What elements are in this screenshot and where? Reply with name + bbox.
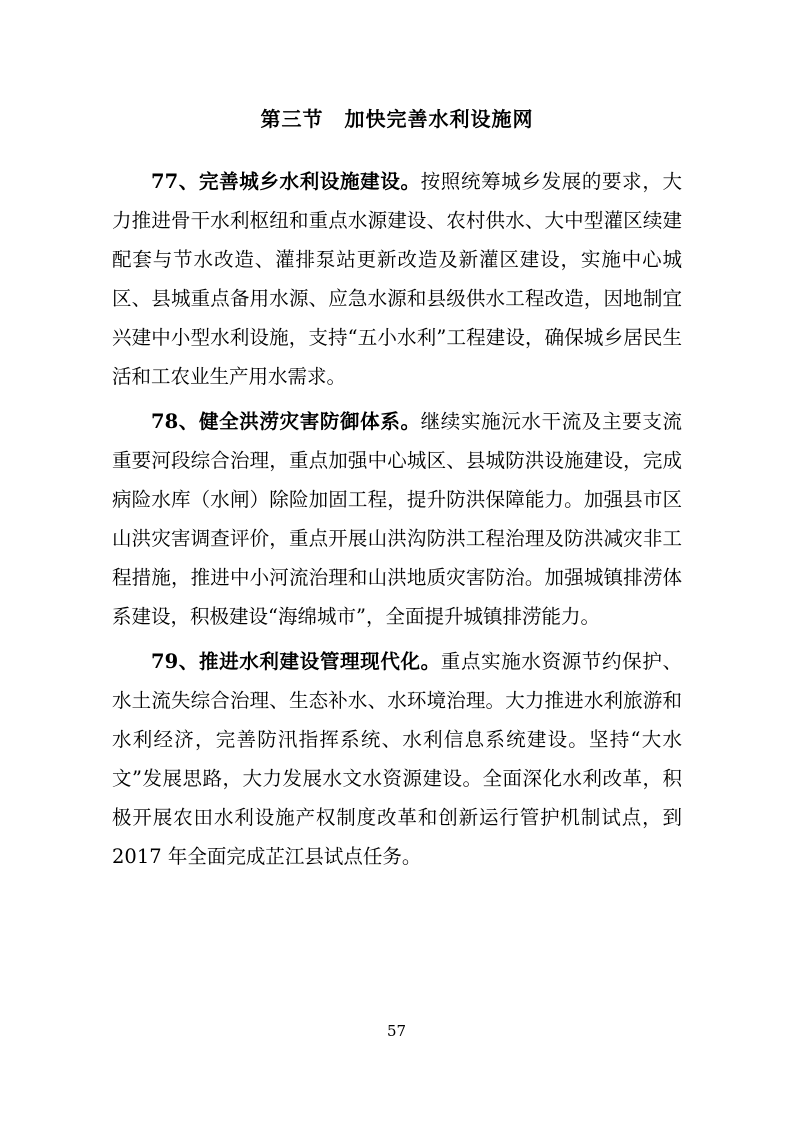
paragraph-79 — [112, 642, 682, 876]
paragraph-79-body: 重点实施水资源节约保护、水土流失综合治理、生态补水、水环境治理。大力推进水利旅游和水利经济，完善防汛指挥系统、水利信息系统建设。坚持“大水文”发展思路，大力发展水文水资源建设。全面深化水利改革，积极开展农田水利设施产权制度改革和创新运行管护机制试点，到 2017 年全面完成芷江县试点任务。 — [112, 650, 682, 868]
paragraph-78-body: 继续实施沅水干流及主要支流重要河段综合治理，重点加强中心城区、县城防洪设施建设，完成病险水库（水闸）除险加固工程，提升防洪保障能力。加强县市区山洪灾害调查评价，重点开展山洪沟防洪工程治理及防洪减灾非工程措施，推进中小河流治理和山洪地质灾害防治。加强城镇排涝体系建设，积极建设“海绵城市”，全面提升城镇排涝能力。 — [112, 410, 682, 628]
page-content — [112, 104, 682, 882]
paragraph-78 — [112, 402, 682, 636]
page-number: 57 — [386, 1022, 407, 1040]
section-title: 第三节 加快完善水利设施网 — [260, 107, 534, 131]
paragraph-77-body: 按照统筹城乡发展的要求，大力推进骨干水利枢纽和重点水源建设、农村供水、大中型灌区续建配套与节水改造、灌排泵站更新改造及新灌区建设，实施中心城区、县城重点备用水源、应急水源和县级供水工程改造，因地制宜兴建中小型水利设施，支持“五小水利”工程建设，确保城乡居民生活和工农业生产用水需求。 — [112, 170, 682, 388]
paragraph-78-lead: 78、健全洪涝灾害防御体系。 — [151, 410, 421, 433]
paragraph-77-lead: 77、完善城乡水利设施建设。 — [151, 170, 421, 193]
paragraph-79-lead: 79、推进水利建设管理现代化。 — [151, 650, 441, 673]
paragraph-77 — [112, 162, 682, 396]
